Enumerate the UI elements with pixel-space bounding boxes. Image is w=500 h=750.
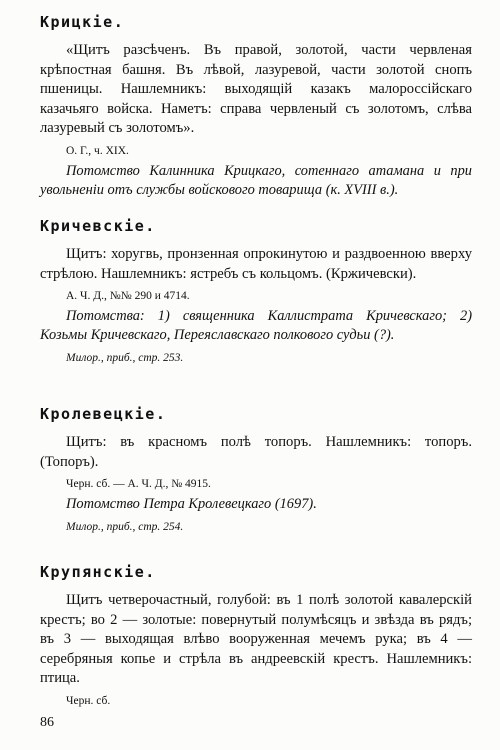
entry-blazon: Щитъ: въ красномъ полѣ топоръ. Нашлемникъ: топоръ. (Топоръ). [40,434,472,470]
entry-heading: Крицкіе. [40,13,125,31]
entry-krolevetskie [40,404,472,535]
entry-source: А. Ч. Д., №№ 290 и 4714. [66,290,190,302]
entry-lineage: Потомства: 1) священника Каллистрата Кричевскаго; 2) Козьмы Кричевскаго, Переяславскаго полкового судьи (?). [40,308,472,343]
entry-heading: Кролевецкіе. [40,405,167,423]
entry-reference: Милор., приб., стр. 254. [66,521,184,533]
page-number: 86 [40,715,54,730]
entry-lineage: Потомство Петра Кролевецкаго (1697). [66,496,317,512]
entry-heading: Крупянскіе. [40,563,156,581]
entry-source: О. Г., ч. XIX. [66,144,129,157]
entry-source: Черн. сб. — А. Ч. Д., № 4915. [66,478,211,490]
entry-kritskie [40,12,472,200]
entry-blazon: «Щитъ разсѣченъ. Въ правой, золотой, части червленая крѣпостная башня. Въ лѣвой, лазуревой, части золотой снопъ пшеницы. Нашлемникъ: выходящій казакъ малороссійскаго казачьяго войска. Наметъ: справа червленый съ золотомъ, слѣва лазуревый съ золотомъ». [40,42,472,136]
entry-lineage: Потомство Калинника Крицкаго, сотеннаго атамана и при увольненіи отъ службы войскового товарища (к. XVIII в.). [40,162,472,198]
entry-reference: Милор., приб., стр. 253. [66,352,184,364]
entry-source: Черн. сб. [66,694,111,707]
entry-krichevskie [40,216,472,366]
entry-krupyanskie [40,562,472,711]
entry-heading: Кричевскіе. [40,217,156,235]
entry-blazon: Щитъ четверочастный, голубой: въ 1 полѣ золотой кавалерскій крестъ; во 2 — золотые: повернутый полумѣсяцъ и звѣзда въ рядъ; въ 3 — выходящая влѣво вооруженная мечемъ рука; въ 4 — серебряныя копье и стрѣла въ андреевскій крестъ. Нашлемникъ: птица. [40,592,472,686]
entry-blazon: Щитъ: хоругвь, пронзенная опрокинутою и раздвоенною вверху стрѣлою. Нашлемникъ: ястребъ съ кольцомъ. (Кржичевски). [40,246,472,282]
